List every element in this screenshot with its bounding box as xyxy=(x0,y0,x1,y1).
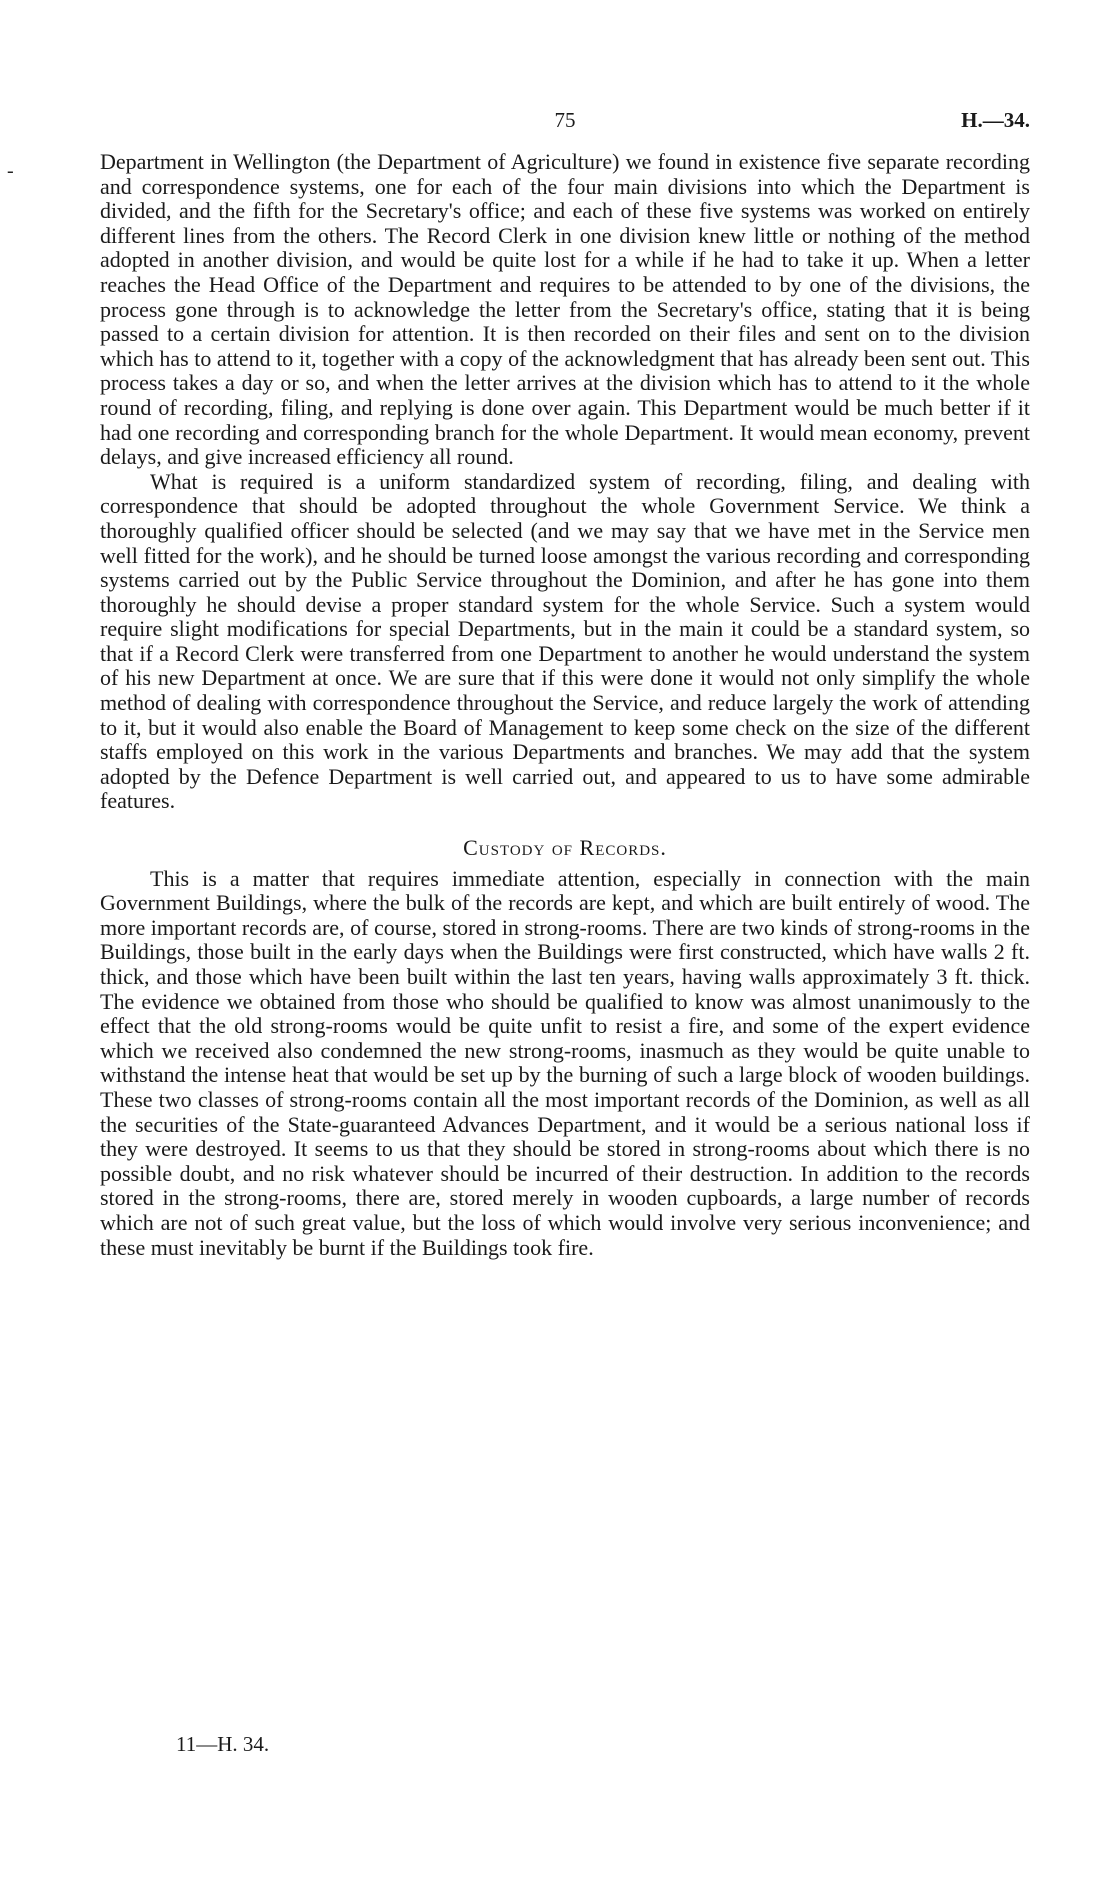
section-title: Custody of Records. xyxy=(463,835,667,861)
margin-mark: - xyxy=(7,160,14,182)
body-text xyxy=(100,150,1030,1260)
document-reference: H.—34. xyxy=(961,108,1030,132)
page-number: 75 xyxy=(554,108,576,132)
signature-mark: 11—H. 34. xyxy=(176,1732,270,1756)
paragraph-custody-of-records: This is a matter that requires immediate attention, especially in connection with the main Government Buildings, where the bulk of the records are kept, and which are built entirely of wood. The more important records are, of course, stored in strong-rooms. There are two kinds of strong-rooms in the Buildings, those built in the early days when the Buildings were first constructed, which have walls 2 ft. thick, and those which have been built within the last ten years, having walls approximately 3 ft. thick. The evidence we obtained from those who should be qualified to know was almost unanimously to the effect that the old strong-rooms would be quite unfit to resist a fire, and some of the expert evidence which we received also condemned the new strong-rooms, inasmuch as they would be quite unable to withstand the intense heat that would be set up by the burning of such a large block of wooden buildings. These two classes of strong-rooms contain all the most important records of the Dominion, as well as all the securities of the State-guaranteed Advances Department, and it would be a serious national loss if they were destroyed. It seems to us that they should be stored in strong-rooms about which there is no possible doubt, and no risk whatever should be incurred of their destruction. In addition to the records stored in the strong-rooms, there are, stored merely in wooden cupboards, a large number of records which are not of such great value, but the loss of which would involve very serious inconvenience; and these must inevitably be burnt if the Buildings took fire. xyxy=(100,865,1030,1260)
page-header xyxy=(100,108,1030,138)
paragraph-standardized-system: What is required is a uniform standardized system of recording, filing, and dealing with correspondence that should be adopted throughout the whole Government Service. We think a thoroughly qualified officer should be selected (and we may say that we have met in the Service men well fitted for the work), and he should be turned loose amongst the various recording and corresponding systems carried out by the Public Service throughout the Dominion, and after he has gone into them thoroughly he should devise a proper standard system for the whole Service. Such a system would require slight modifications for special Departments, but in the main it could be a standard system, so that if a Record Clerk were transferred from one Department to another he would understand the system of his new Department at once. We are sure that if this were done it would not only simplify the whole method of dealing with correspondence throughout the Service, and reduce largely the work of attending to it, but it would also enable the Board of Management to keep some check on the size of the different staffs employed on this work in the various Departments and branches. We may add that the system adopted by the Defence Department is well carried out, and appeared to us to have some admirable features. xyxy=(100,468,1030,814)
paragraph-continuation: Department in Wellington (the Department of Agriculture) we found in existence five separate recording and correspondence systems, one for each of the four main divisions into which the Department is divided, and the fifth for the Secretary's office; and each of these five systems was worked on entirely different lines from the others. The Record Clerk in one division knew little or nothing of the method adopted in another division, and would be quite lost for a while if he had to take it up. When a letter reaches the Head Office of the Department and requires to be attended to by one of the divisions, the process gone through is to acknowledge the letter from the Secretary's office, stating that it is being passed to a certain division for attention. It is then recorded on their files and sent on to the division which has to attend to it, together with a copy of the acknowledgment that has already been sent out. This process takes a day or so, and when the letter arrives at the division which has to attend to it the whole round of recording, filing, and replying is done over again. This Department would be much better if it had one recording and corresponding branch for the whole Department. It would mean economy, prevent delays, and give increased efficiency all round. xyxy=(100,149,1030,470)
